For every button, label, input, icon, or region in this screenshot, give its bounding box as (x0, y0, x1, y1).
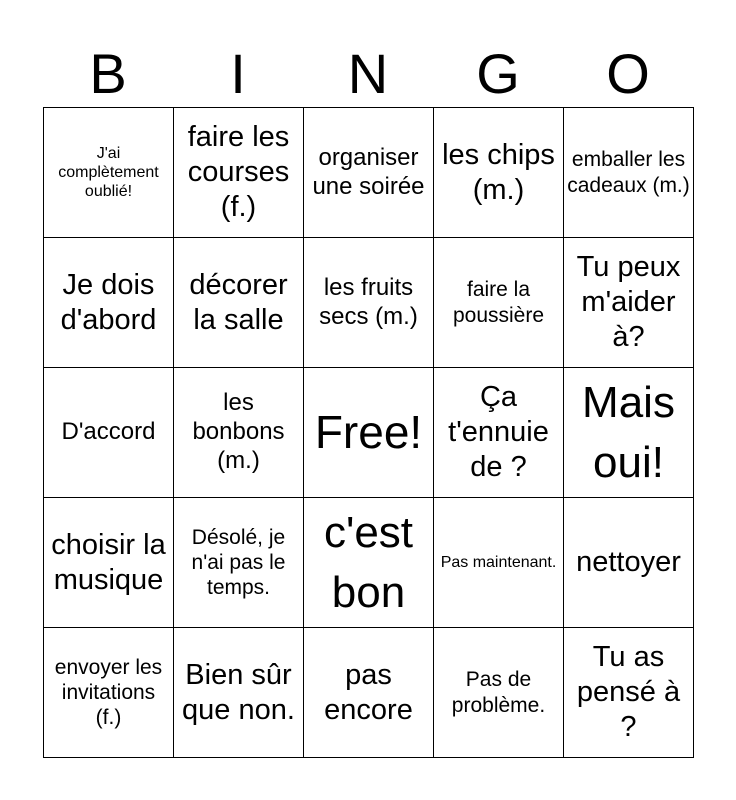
header-letter-o: O (606, 42, 650, 105)
bingo-cell[interactable]: nettoyer (564, 498, 694, 628)
bingo-cell[interactable]: choisir la musique (44, 498, 174, 628)
header-letter-n: N (347, 42, 389, 105)
bingo-row (44, 498, 694, 628)
bingo-cell[interactable]: Désolé, je n'ai pas le temps. (174, 498, 304, 628)
bingo-cell[interactable]: décorer la salle (174, 238, 304, 368)
bingo-card (43, 107, 694, 758)
header-letter-b: B (89, 42, 127, 105)
bingo-row (44, 238, 694, 368)
bingo-cell[interactable]: faire la poussière (434, 238, 564, 368)
bingo-cell[interactable]: Mais oui! (564, 368, 694, 498)
bingo-cell[interactable]: Ça t'ennuie de ? (434, 368, 564, 498)
free-space-cell[interactable]: Free! (304, 368, 434, 498)
bingo-cell[interactable]: les chips (m.) (434, 108, 564, 238)
bingo-row (44, 368, 694, 498)
bingo-cell[interactable]: emballer les cadeaux (m.) (564, 108, 694, 238)
bingo-header (43, 40, 693, 108)
bingo-cell[interactable]: envoyer les invitations (f.) (44, 628, 174, 758)
bingo-cell[interactable]: pas encore (304, 628, 434, 758)
bingo-cell[interactable]: Bien sûr que non. (174, 628, 304, 758)
header-letter-i: I (230, 42, 246, 105)
bingo-cell[interactable]: les fruits secs (m.) (304, 238, 434, 368)
bingo-row (44, 628, 694, 758)
bingo-cell[interactable]: Tu peux m'aider à? (564, 238, 694, 368)
bingo-cell[interactable]: D'accord (44, 368, 174, 498)
bingo-cell[interactable]: Tu as pensé à ? (564, 628, 694, 758)
bingo-cell[interactable]: J'ai complètement oublié! (44, 108, 174, 238)
header-letter-g: G (476, 42, 520, 105)
bingo-cell[interactable]: faire les courses (f.) (174, 108, 304, 238)
bingo-cell[interactable]: Je dois d'abord (44, 238, 174, 368)
bingo-cell[interactable]: Pas de problème. (434, 628, 564, 758)
bingo-cell[interactable]: les bonbons (m.) (174, 368, 304, 498)
bingo-cell[interactable]: organiser une soirée (304, 108, 434, 238)
bingo-row (44, 108, 694, 238)
bingo-cell[interactable]: Pas maintenant. (434, 498, 564, 628)
bingo-cell[interactable]: c'est bon (304, 498, 434, 628)
